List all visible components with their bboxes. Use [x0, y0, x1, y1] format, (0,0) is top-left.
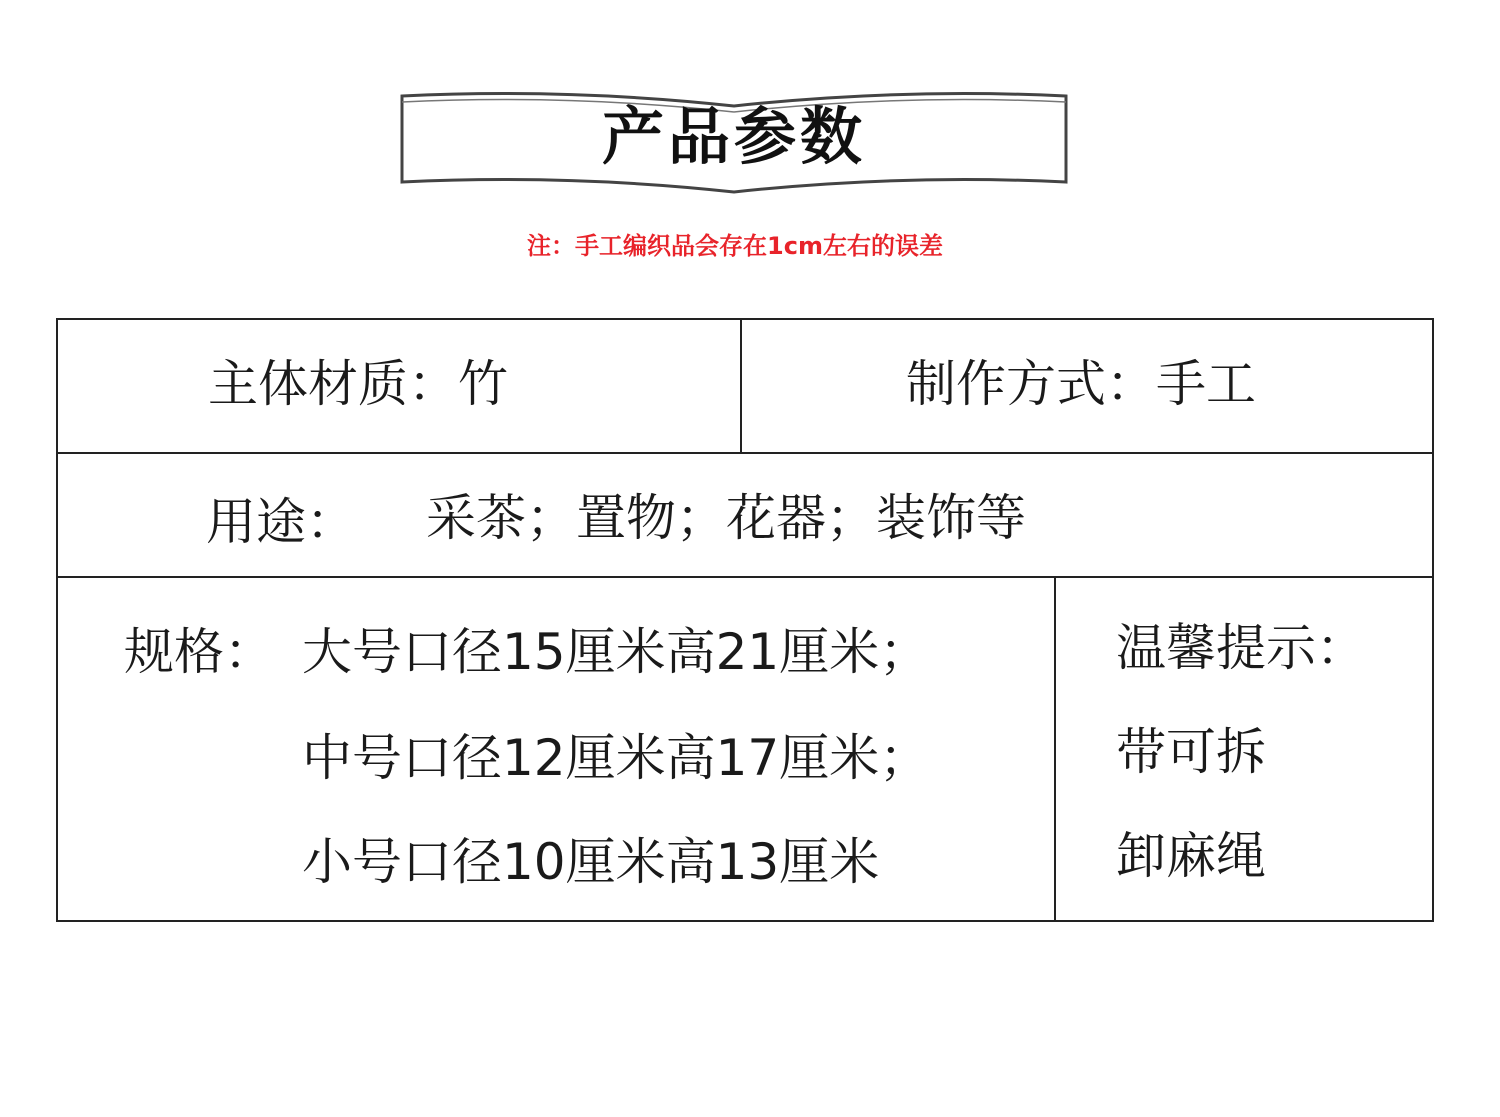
row-divider: [58, 452, 1432, 454]
usage-value: 采茶；置物；花器；装饰等: [426, 489, 1026, 547]
row-divider: [58, 576, 1432, 578]
tip-line: 卸麻绳: [1116, 827, 1266, 885]
title-banner: [398, 82, 1070, 200]
page-title: 产品参数: [601, 100, 866, 173]
usage-label: 用途：: [206, 493, 356, 551]
tip-heading: 温馨提示：: [1116, 619, 1366, 677]
spec-label: 规格：: [124, 623, 274, 681]
column-divider: [740, 320, 742, 452]
column-divider: [1054, 578, 1056, 922]
tolerance-note: 注：手工编织品会存在1cm左右的误差: [527, 232, 943, 260]
params-table: [56, 318, 1434, 922]
spec-line-medium: 中号口径12厘米高17厘米；: [302, 729, 930, 787]
material-cell: 主体材质：竹: [208, 355, 508, 413]
spec-line-small: 小号口径10厘米高13厘米: [302, 833, 880, 891]
spec-line-large: 大号口径15厘米高21厘米；: [302, 623, 930, 681]
method-cell: 制作方式：手工: [906, 355, 1256, 413]
tip-line: 带可拆: [1116, 723, 1266, 781]
